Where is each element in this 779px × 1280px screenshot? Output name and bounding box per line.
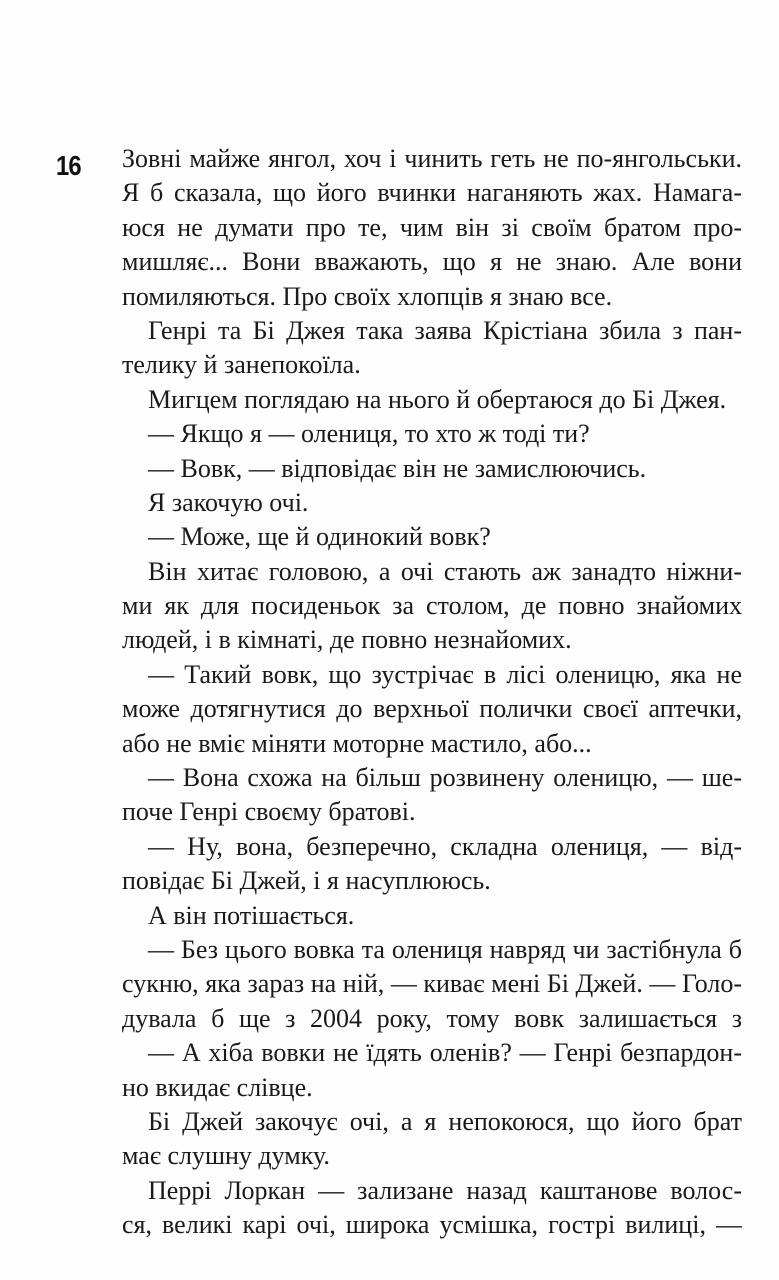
text-line: но вкидає слівце. [122, 1072, 313, 1102]
text-line: Він хитає головою, а очі стають аж занадто ніжни- [148, 556, 742, 586]
text-line: Перрі Лоркан — зализане назад каштанове волос- [148, 1175, 742, 1205]
text-line: — Вовк, — відповідає він не замислюючись. [148, 453, 647, 483]
text-line: А він потішається. [148, 900, 355, 930]
text-line: Я б сказала, що його вчинки наганяють жах. Намага- [122, 178, 742, 208]
text-line: Зовні майже янгол, хоч і чинить геть не по-янгольськи. [122, 144, 742, 173]
text-line: ми як для посиденьок за столом, де повно знайомих [122, 591, 742, 621]
text-line: ся, великі карі очі, широка усмішка, гострі вилиці, — [122, 1210, 742, 1240]
page-number: 16 [56, 150, 81, 181]
text-line: може дотягнутися до верхньої полички своєї аптечки, [122, 694, 742, 724]
text-line: Я закочую очі. [148, 487, 309, 517]
text-line: — Без цього вовка та олениця навряд чи застібнула б [148, 934, 742, 964]
text-line: або не вміє міняти моторне мастило, або... [122, 728, 592, 758]
text-line: — А хіба вовки не їдять оленів? — Генрі безпардон- [148, 1038, 742, 1068]
text-line: помиляються. Про своїх хлопців я знаю все. [122, 281, 613, 311]
text-line: має слушну думку. [122, 1141, 330, 1171]
text-line: телику й занепокоїла. [122, 350, 361, 380]
text-line: юся не думати про те, чим він зі своїм братом про- [122, 212, 742, 242]
text-line: повідає Бі Джей, і я насуплююсь. [122, 866, 491, 896]
text-line: дувала б ще з 2004 року, тому вовк залишається з [122, 1003, 742, 1033]
text-line: Генрі та Бі Джея така заява Крістіана збила з пан- [148, 315, 742, 345]
text-line: людей, і в кімнаті, де повно незнайомих. [122, 625, 572, 655]
text-line: — Вона схожа на більш розвинену оленицю, — ше- [148, 763, 742, 793]
text-line: сукню, яка зараз на ній, — киває мені Бі Джей. — Голо- [122, 969, 742, 999]
text-line: поче Генрі своєму братові. [122, 797, 416, 827]
text-line: Бі Джей закочує очі, а я непокоюся, що його брат [148, 1106, 742, 1136]
text-line: — Може, ще й одинокий вовк? [148, 522, 491, 552]
text-line: — Якщо я — олениця, то хто ж тоді ти? [148, 419, 590, 449]
body-text [122, 142, 742, 1243]
text-line: Мигцем поглядаю на нього й обертаюся до Бі Джея. [148, 384, 727, 414]
text-line: мишляє... Вони вважають, що я не знаю. Але вони [122, 247, 742, 277]
text-line: — Такий вовк, що зустрічає в лісі оленицю, яка не [148, 659, 742, 689]
text-line: — Ну, вона, безперечно, складна олениця, — від- [148, 831, 742, 861]
